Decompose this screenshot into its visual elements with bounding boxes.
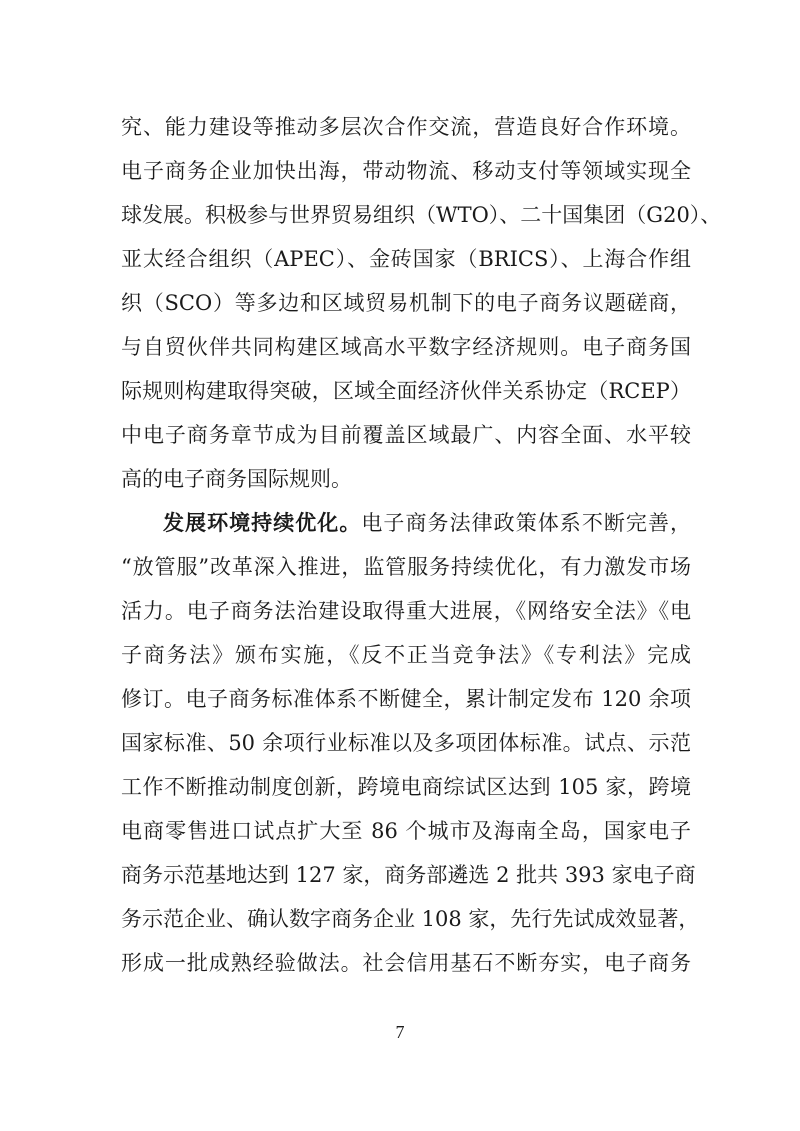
- page-body: [121, 105, 722, 985]
- text-line: 形成一批成熟经验做法。社会信用基石不断夯实，电子商务: [121, 951, 691, 975]
- paragraph-2: [121, 501, 700, 985]
- text-line: 电子商务企业加快出海，带动物流、移动支付等领域实现全: [121, 159, 691, 183]
- page-number: 7: [395, 1022, 405, 1042]
- text-line: 亚太经合组织（APEC）、金砖国家（BRICS）、上海合作组: [121, 247, 691, 271]
- text-line: 工作不断推动制度创新，跨境电商综试区达到 105 家，跨境: [121, 775, 691, 799]
- text-line: 商务示范基地达到 127 家，商务部遴选 2 批共 393 家电子商: [121, 863, 696, 887]
- lead-text: 电子商务法律政策体系不断完善，: [361, 511, 691, 535]
- text-line: 活力。电子商务法治建设取得重大进展，《网络安全法》《电: [121, 599, 691, 623]
- text-line: 修订。电子商务标准体系不断健全，累计制定发布 120 余项: [121, 687, 691, 711]
- section-heading: 发展环境持续优化。: [163, 510, 362, 535]
- text-line: 国家标准、50 余项行业标准以及多项团体标准。试点、示范: [121, 731, 691, 755]
- text-line: 织（SCO）等多边和区域贸易机制下的电子商务议题磋商，: [121, 291, 691, 315]
- text-line: 务示范企业、确认数字商务企业 108 家，先行先试成效显著，: [121, 907, 700, 931]
- text-line: 电商零售进口试点扩大至 86 个城市及海南全岛，国家电子: [121, 819, 691, 843]
- text-line: 究、能力建设等推动多层次合作交流，营造良好合作环境。: [121, 115, 691, 139]
- text-line: 球发展。积极参与世界贸易组织（WTO）、二十国集团（G20）、: [121, 203, 722, 227]
- paragraph-1: [121, 105, 722, 501]
- text-line: “放管服”改革深入推进，监管服务持续优化，有力激发市场: [121, 555, 691, 579]
- text-line: 子商务法》颁布实施，《反不正当竞争法》《专利法》完成: [121, 643, 691, 667]
- paragraph-lead-line: [121, 501, 691, 545]
- text-line: 高的电子商务国际规则。: [121, 467, 352, 491]
- text-line: 际规则构建取得突破，区域全面经济伙伴关系协定（RCEP）: [121, 379, 691, 403]
- text-line: 与自贸伙伴共同构建区域高水平数字经济规则。电子商务国: [121, 335, 691, 359]
- text-line: 中电子商务章节成为目前覆盖区域最广、内容全面、水平较: [121, 423, 691, 447]
